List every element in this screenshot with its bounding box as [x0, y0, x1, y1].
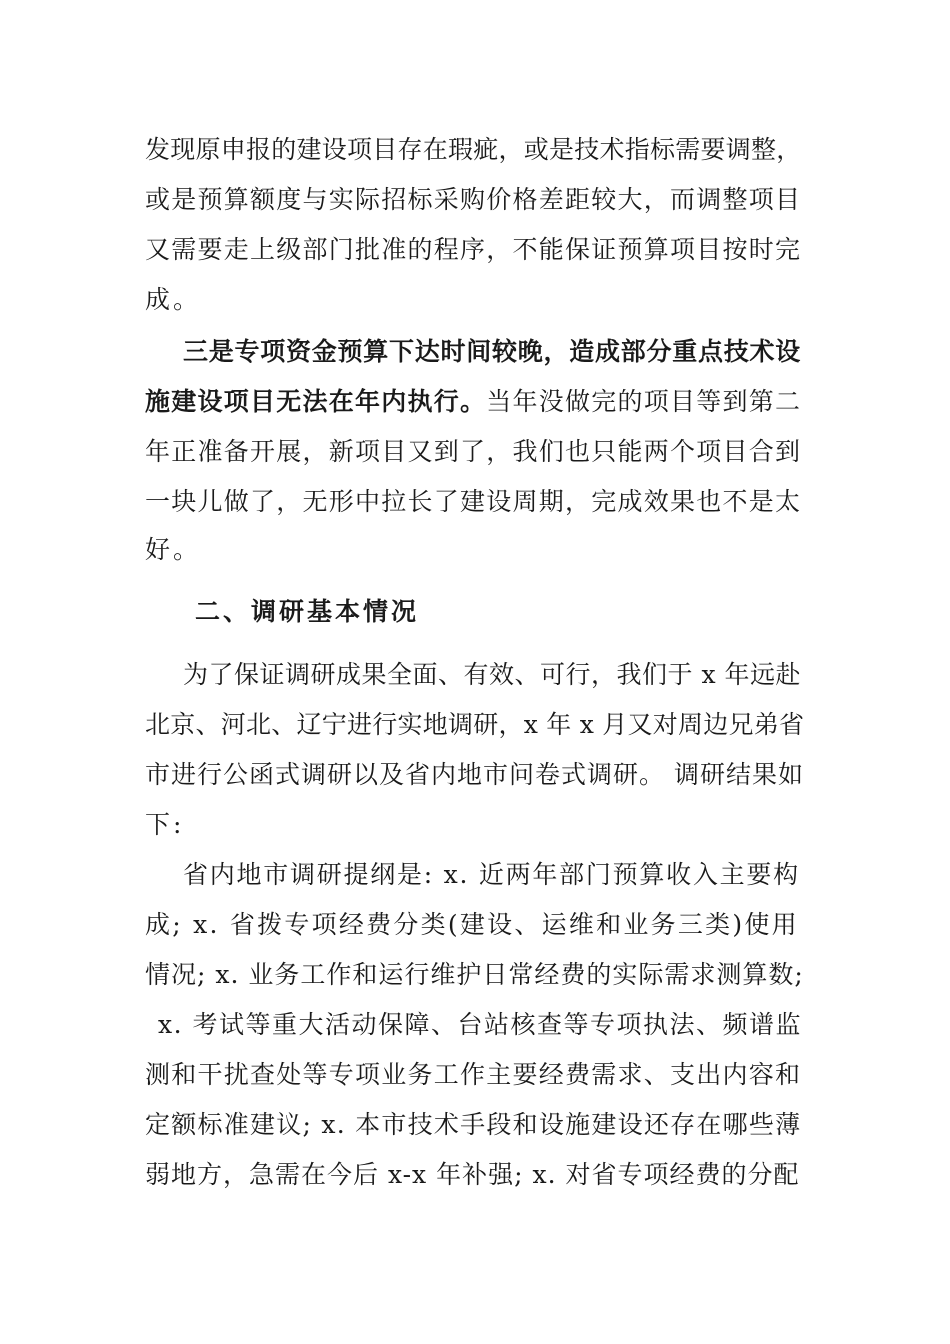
paragraph-line: 成; x. 省拨专项经费分类(建设、运维和业务三类)使用 [145, 910, 799, 939]
bold-lead-text: 施建设项目无法在年内执行。 [145, 387, 487, 416]
paragraph-line: 北京、河北、辽宁进行实地调研，x 年 x 月又对周边兄弟省 [145, 710, 805, 739]
bold-lead-line: 三是专项资金预算下达时间较晚，造成部分重点技术设 [183, 337, 802, 366]
paragraph-line [145, 387, 801, 417]
paragraph-line: 省内地市调研提纲是: x. 近两年部门预算收入主要构 [183, 860, 800, 889]
paragraph-line: 年正准备开展，新项目又到了，我们也只能两个项目合到 [145, 437, 802, 466]
paragraph-line: 下: [145, 810, 185, 839]
paragraph-line: 又需要走上级部门批准的程序，不能保证预算项目按时完 [145, 235, 802, 264]
paragraph-line: 一块儿做了，无形中拉长了建设周期，完成效果也不是太 [145, 487, 802, 516]
paragraph-line: 好。 [145, 535, 202, 564]
paragraph-line: x. 考试等重大活动保障、台站核查等专项执法、频谱监 [158, 1010, 802, 1039]
paragraph-line: 发现原申报的建设项目存在瑕疵，或是技术指标需要调整， [145, 135, 802, 164]
paragraph-line: 或是预算额度与实际招标采购价格差距较大，而调整项目 [145, 185, 802, 214]
paragraph-line: 市进行公函式调研以及省内地市问卷式调研。 调研结果如 [145, 760, 804, 789]
paragraph-line: 成。 [145, 285, 202, 314]
paragraph-line: 定额标准建议; x. 本市技术手段和设施建设还存在哪些薄 [145, 1110, 802, 1139]
paragraph-line: 弱地方，急需在今后 x-x 年补强; x. 对省专项经费的分配 [145, 1160, 800, 1189]
paragraph-line: 测和干扰查处等专项业务工作主要经费需求、支出内容和 [145, 1060, 802, 1089]
paragraph-line: 情况; x. 业务工作和运行维护日常经费的实际需求测算数; [145, 960, 804, 989]
paragraph-text: 当年没做完的项目等到第二 [486, 387, 802, 416]
paragraph-line: 为了保证调研成果全面、有效、可行，我们于 x 年远赴 [183, 660, 801, 689]
section-heading: 二、调研基本情况 [195, 597, 420, 626]
